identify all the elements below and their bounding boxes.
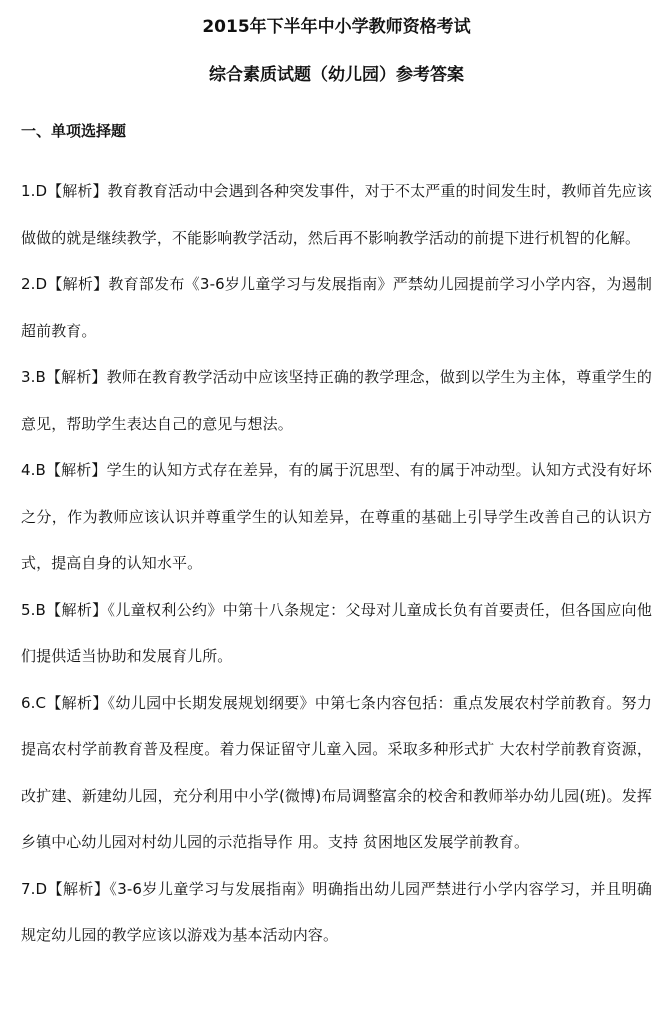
answer-item-6: 6.C【解析】《幼儿园中长期发展规划纲要》中第七条内容包括：重点发展农村学前教育。努力提高农村学前教育普及程度。着力保证留守儿童入园。采取多种形式扩 大农村学前教育资源，改扩建、新建幼儿园，充分利用中小学(微博)布局调整富余的校舍和教师举办幼儿园(班)。发挥乡镇中心幼儿园对村幼儿园的示范指导作 用。支持 贫困地区发展学前教育。	[21, 693, 652, 851]
section-heading: 一、单项选择题	[21, 122, 127, 140]
answer-item-1: 1.D【解析】教育教育活动中会遇到各种突发事件，对于不太严重的时间发生时，教师首先应该做做的就是继续教学，不能影响教学活动，然后再不影响教学活动的前提下进行机智的化解。	[21, 182, 652, 247]
answer-item-3: 3.B【解析】教师在教育教学活动中应该坚持正确的教学理念，做到以学生为主体，尊重学生的意见，帮助学生表达自己的意见与想法。	[21, 368, 652, 433]
answer-list	[21, 168, 652, 959]
answer-item-5: 5.B【解析】《儿童权利公约》中第十八条规定：父母对儿童成长负有首要责任，但各国应向他们提供适当协助和发展育儿所。	[21, 600, 652, 665]
answer-item-7: 7.D【解析】《3-6岁儿童学习与发展指南》明确指出幼儿园严禁进行小学内容学习，并且明确规定幼儿园的教学应该以游戏为基本活动内容。	[21, 879, 652, 944]
document-title: 2015年下半年中小学教师资格考试	[202, 17, 471, 37]
answer-item-4: 4.B【解析】学生的认知方式存在差异，有的属于沉思型、有的属于冲动型。认知方式没有好坏之分，作为教师应该认识并尊重学生的认知差异，在尊重的基础上引导学生改善自己的认识方式，提高自身的认知水平。	[21, 461, 652, 572]
document-subtitle: 综合素质试题（幼儿园）参考答案	[209, 65, 464, 85]
answer-item-2: 2.D【解析】教育部发布《3-6岁儿童学习与发展指南》严禁幼儿园提前学习小学内容，为遏制超前教育。	[21, 275, 652, 340]
